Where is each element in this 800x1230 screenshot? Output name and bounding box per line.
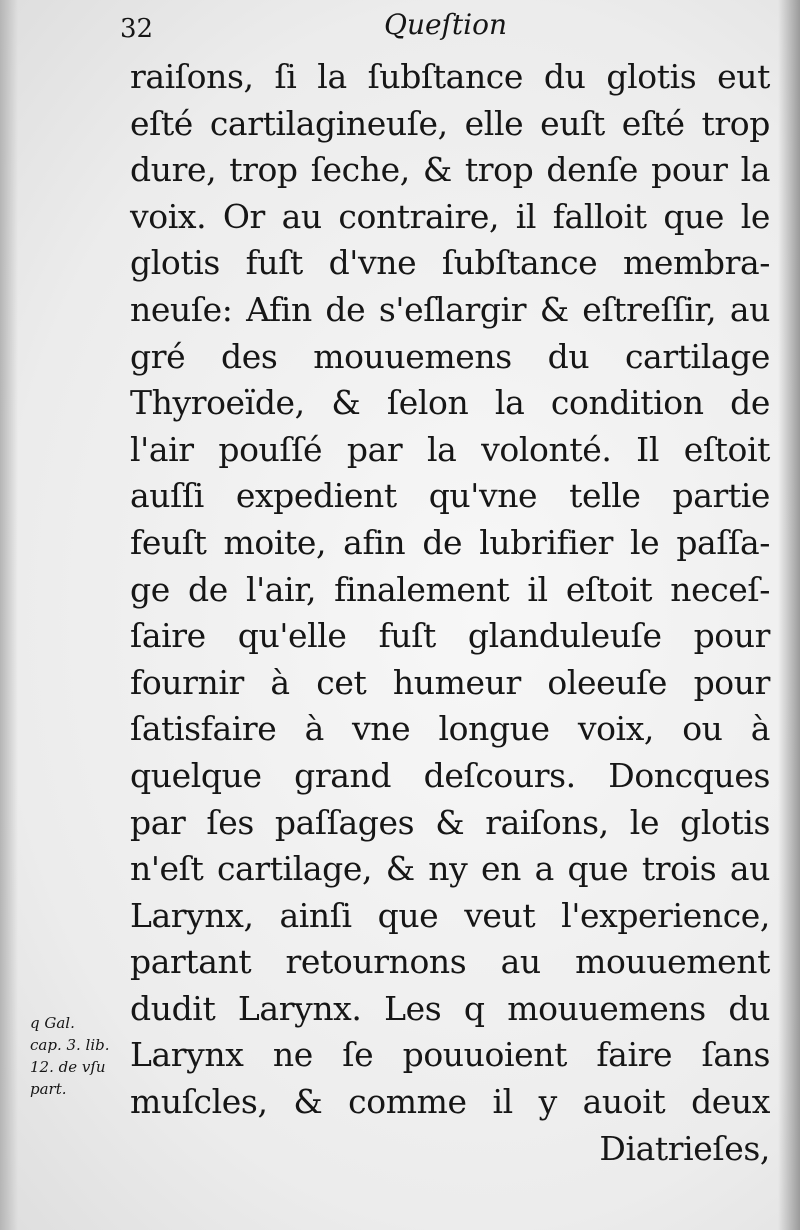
page-number: 32 bbox=[120, 14, 154, 44]
text-line: partant retournons au mouuement bbox=[130, 942, 770, 982]
text-line: Thyroeïde, & ſelon la condition de bbox=[130, 383, 770, 423]
text-line: quelque grand deſcours. Doncques bbox=[130, 755, 770, 795]
text-line: feuſt moite, afin de lubrifier le paſſa- bbox=[130, 522, 770, 562]
text-line: raiſons, ſi la ſubſtance du glotis eut bbox=[130, 57, 770, 96]
text-line: dure, trop ſeche, & trop denſe pour la bbox=[130, 150, 770, 190]
text-line: neuſe: Afin de s'eſlargir & eſtreſſir, au bbox=[130, 289, 770, 329]
text-line: ſaire qu'elle fuſt glanduleuſe pour bbox=[130, 616, 770, 656]
text-line: Larynx ne ſe pouuoient faire ſans bbox=[130, 1035, 770, 1075]
text-line: fournir à cet humeur oleeuſe pour bbox=[130, 662, 770, 702]
text-line: gré des mouuemens du cartilage bbox=[130, 336, 770, 376]
text-line: Larynx, ainſi que veut l'experience, bbox=[130, 895, 770, 935]
text-line: dudit Larynx. Les q mouuemens du bbox=[130, 988, 770, 1028]
margin-note-line: part. bbox=[30, 1080, 67, 1098]
text-line: l'air pouſſé par la volonté. Il eſtoit bbox=[130, 429, 770, 469]
text-line: muſcles, & comme il y auoit deux bbox=[130, 1082, 770, 1122]
text-line: auſſi expedient qu'vne telle partie bbox=[130, 476, 770, 516]
text-line: par ſes paſſages & raiſons, le glotis bbox=[130, 802, 770, 842]
text-line: ge de l'air, finalement il eſtoit neceſ- bbox=[130, 569, 770, 609]
margin-note bbox=[30, 1012, 148, 1100]
page-edge-shadow bbox=[778, 0, 800, 1230]
running-head: Queſtion bbox=[384, 8, 508, 41]
margin-note-line: 12. de vſu bbox=[30, 1058, 106, 1076]
text-line: eſté cartilagineuſe, elle euſt eſté trop bbox=[130, 103, 770, 143]
text-line: voix. Or au contraire, il falloit que le bbox=[130, 196, 770, 236]
margin-note-line: q Gal. bbox=[30, 1014, 75, 1032]
text-line: n'eſt cartilage, & ny en a que trois au bbox=[130, 849, 770, 889]
text-line: ſatisfaire à vne longue voix, ou à bbox=[130, 709, 770, 749]
text-line: glotis fuſt d'vne ſubſtance membra- bbox=[130, 243, 770, 283]
margin-note-line: cap. 3. lib. bbox=[30, 1036, 110, 1054]
catchword-line: Diatrieſes, bbox=[599, 1128, 770, 1168]
body-text bbox=[130, 54, 770, 1172]
page-gutter-shadow bbox=[0, 0, 18, 1230]
